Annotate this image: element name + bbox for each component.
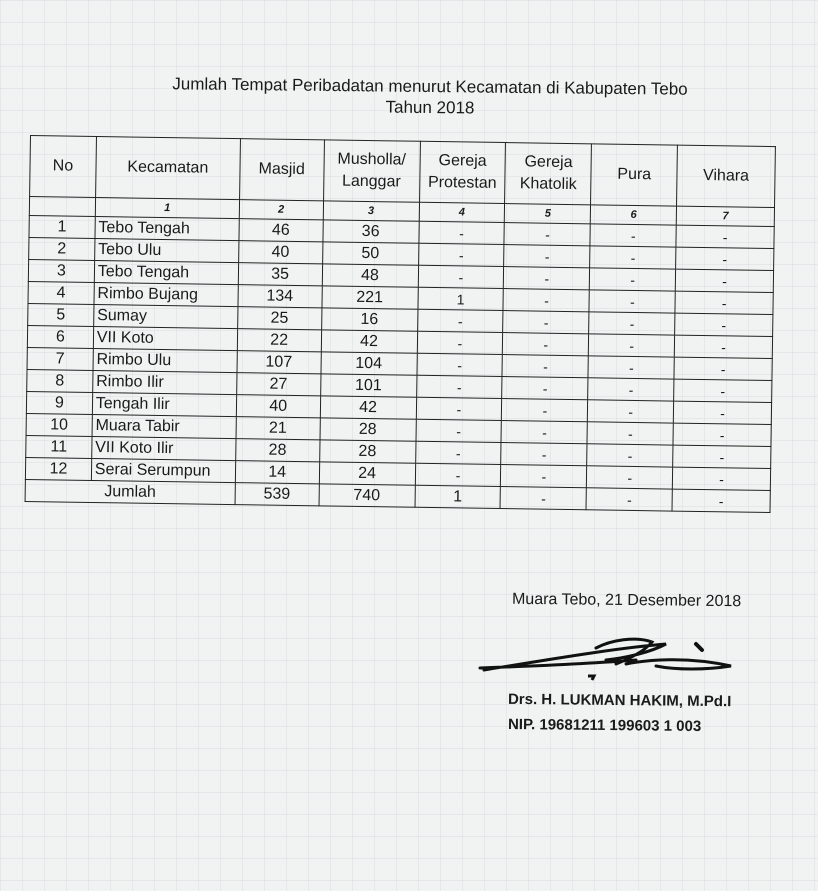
cell-masjid: 40 [238, 241, 322, 264]
cell-kecamatan: VII Koto [93, 326, 237, 350]
header-vihara: Vihara [677, 145, 776, 207]
cell-musholla: 221 [322, 286, 418, 309]
document-year: Tahun 2018 [385, 97, 475, 118]
cell-musholla: 16 [321, 308, 417, 331]
cell-no: 7 [27, 347, 93, 370]
place-date: Muara Tebo, 21 Desember 2018 [511, 590, 742, 611]
cell-no: 2 [29, 237, 95, 260]
cell-protestan: 1 [417, 287, 503, 310]
cell-musholla: 50 [322, 242, 418, 265]
cell-kecamatan: VII Koto Ilir [92, 436, 236, 460]
cell-pura: - [587, 422, 673, 445]
signature-image [476, 630, 746, 690]
cell-kecamatan: Rimbo Bujang [94, 282, 238, 306]
cell-katholik: - [503, 333, 589, 356]
cell-protestan: - [415, 441, 501, 464]
cell-vihara: - [673, 423, 771, 446]
cell-masjid: 21 [236, 417, 320, 440]
cell-katholik: - [503, 289, 589, 312]
cell-kecamatan: Tengah Ilir [92, 392, 236, 416]
cell-pura: - [588, 400, 674, 423]
header-protestan-line2: Protestan [427, 173, 497, 192]
total-musholla: 740 [319, 484, 415, 507]
header-musholla [323, 140, 420, 202]
total-vihara: - [672, 489, 770, 512]
cell-katholik: - [502, 399, 588, 422]
header-musholla-line2: Langgar [341, 172, 401, 191]
cell-masjid: 25 [237, 307, 321, 330]
header-protestan-line1: Gereja [438, 152, 487, 170]
cell-kecamatan: Rimbo Ulu [93, 348, 237, 372]
cell-pura: - [588, 378, 674, 401]
cell-katholik: - [501, 465, 587, 488]
cell-pura: - [589, 290, 675, 313]
cell-masjid: 107 [237, 351, 321, 374]
worship-places-table [25, 135, 776, 513]
header-gereja-protestan [419, 141, 506, 203]
col-number: 1 [95, 197, 239, 218]
total-masjid: 539 [235, 483, 319, 506]
cell-pura: - [588, 356, 674, 379]
cell-vihara: - [673, 445, 771, 468]
cell-protestan: - [416, 375, 502, 398]
total-protestan: 1 [415, 485, 501, 508]
cell-musholla: 24 [319, 462, 415, 485]
cell-no: 9 [26, 391, 92, 414]
header-katholik-line2: Khatolik [519, 175, 577, 194]
cell-pura: - [590, 224, 676, 247]
cell-kecamatan: Tebo Ulu [94, 238, 238, 262]
table-body [25, 215, 774, 490]
cell-protestan: - [415, 463, 501, 486]
cell-pura: - [590, 246, 676, 269]
cell-musholla: 48 [322, 264, 418, 287]
cell-protestan: - [417, 331, 503, 354]
cell-vihara: - [675, 291, 773, 314]
cell-masjid: 14 [235, 461, 319, 484]
cell-vihara: - [675, 313, 773, 336]
total-pura: - [586, 488, 672, 511]
cell-katholik: - [504, 223, 590, 246]
cell-no: 10 [26, 413, 92, 436]
cell-no: 8 [27, 369, 93, 392]
cell-protestan: - [418, 243, 504, 266]
cell-no: 6 [27, 325, 93, 348]
cell-musholla: 28 [319, 440, 415, 463]
cell-no: 1 [29, 215, 95, 238]
cell-masjid: 28 [235, 439, 319, 462]
header-kecamatan: Kecamatan [95, 136, 240, 199]
cell-masjid: 22 [237, 329, 321, 352]
cell-no: 11 [26, 435, 92, 458]
cell-vihara: - [674, 357, 772, 380]
cell-masjid: 46 [239, 219, 323, 242]
table-header-row [30, 136, 776, 208]
col-number: 3 [323, 201, 419, 221]
signer-name: Drs. H. LUKMAN HAKIM, M.Pd.I [507, 690, 732, 711]
cell-kecamatan: Tebo Tengah [94, 260, 238, 284]
cell-no: 5 [28, 303, 94, 326]
cell-no: 3 [28, 259, 94, 282]
cell-musholla: 104 [321, 352, 417, 375]
cell-kecamatan: Muara Tabir [92, 414, 236, 438]
cell-katholik: - [504, 245, 590, 268]
cell-katholik: - [501, 443, 587, 466]
col-number-blank [29, 197, 95, 217]
cell-protestan: - [418, 265, 504, 288]
cell-protestan: - [416, 397, 502, 420]
header-katholik-line1: Gereja [524, 153, 573, 172]
cell-vihara: - [674, 335, 772, 358]
cell-vihara: - [674, 379, 772, 402]
cell-masjid: 35 [238, 263, 322, 286]
cell-pura: - [589, 334, 675, 357]
cell-masjid: 134 [238, 285, 322, 308]
cell-masjid: 27 [236, 373, 320, 396]
cell-masjid: 40 [236, 395, 320, 418]
cell-vihara: - [675, 269, 773, 292]
cell-musholla: 42 [320, 396, 416, 419]
cell-pura: - [590, 268, 676, 291]
header-pura: Pura [591, 144, 678, 206]
col-number: 4 [419, 202, 505, 222]
cell-musholla: 42 [321, 330, 417, 353]
cell-musholla: 28 [320, 418, 416, 441]
cell-no: 12 [25, 457, 91, 480]
cell-katholik: - [501, 421, 587, 444]
cell-katholik: - [503, 311, 589, 334]
cell-protestan: - [418, 221, 504, 244]
cell-protestan: - [415, 419, 501, 442]
cell-pura: - [589, 312, 675, 335]
cell-musholla: 36 [323, 220, 419, 243]
total-katholik: - [500, 487, 586, 510]
cell-kecamatan: Rimbo Ilir [93, 370, 237, 394]
header-musholla-line1: Musholla/ [337, 150, 407, 169]
header-masjid: Masjid [239, 139, 324, 201]
cell-protestan: - [416, 353, 502, 376]
cell-pura: - [587, 444, 673, 467]
cell-vihara: - [676, 225, 774, 248]
total-label: Jumlah [25, 479, 235, 504]
col-number: 2 [239, 200, 323, 220]
signer-nip: NIP. 19681211 199603 1 003 [507, 715, 702, 736]
cell-musholla: 101 [320, 374, 416, 397]
cell-katholik: - [502, 377, 588, 400]
document-title: Jumlah Tempat Peribadatan menurut Kecamatan di Kabupaten Tebo [172, 74, 688, 99]
cell-katholik: - [502, 355, 588, 378]
cell-no: 4 [28, 281, 94, 304]
cell-vihara: - [676, 247, 774, 270]
col-number: 7 [676, 206, 774, 226]
cell-pura: - [587, 466, 673, 489]
col-number: 6 [591, 205, 677, 225]
header-gereja-katholik [505, 143, 592, 205]
cell-katholik: - [504, 267, 590, 290]
cell-kecamatan: Serai Serumpun [91, 458, 235, 482]
cell-kecamatan: Sumay [93, 304, 237, 328]
col-number: 5 [505, 204, 591, 224]
cell-vihara: - [673, 401, 771, 424]
cell-vihara: - [672, 467, 770, 490]
cell-kecamatan: Tebo Tengah [95, 216, 239, 240]
header-no: No [30, 136, 97, 198]
cell-protestan: - [417, 309, 503, 332]
